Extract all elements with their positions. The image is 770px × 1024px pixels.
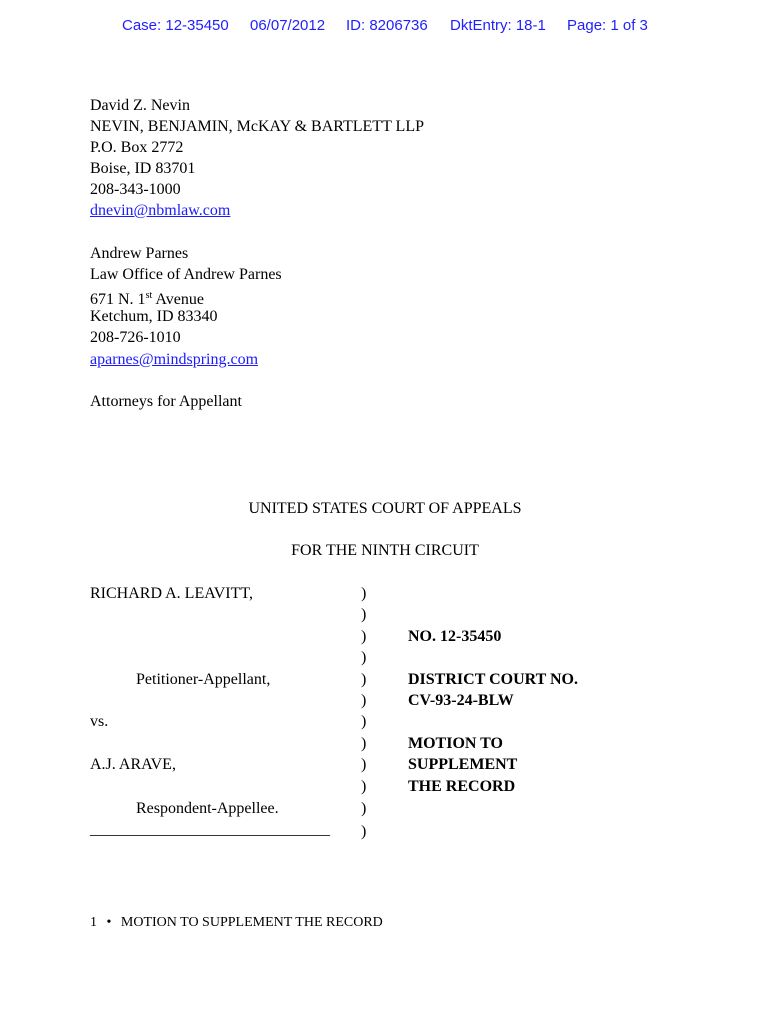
caption-paren: ) xyxy=(361,713,367,730)
attorney1-city: Boise, ID 83701 xyxy=(90,160,196,177)
attorney1-phone: 208-343-1000 xyxy=(90,181,181,198)
caption-paren: ) xyxy=(361,606,367,623)
caption-paren: ) xyxy=(361,692,367,709)
attorney2-email-link[interactable]: aparnes@mindspring.com xyxy=(90,351,259,368)
attorney2-city: Ketchum, ID 83340 xyxy=(90,308,218,325)
respondent-name: A.J. ARAVE, xyxy=(90,756,176,773)
court-name: UNITED STATES COURT OF APPEALS xyxy=(248,500,522,517)
petitioner-role: Petitioner-Appellant, xyxy=(136,671,271,688)
caption-paren: ) xyxy=(361,800,367,817)
petitioner-name: RICHARD A. LEAVITT, xyxy=(90,585,253,602)
document-title-line2: SUPPLEMENT xyxy=(408,756,518,773)
attorney2-street-suffix: Avenue xyxy=(152,291,204,308)
attorney2-name: Andrew Parnes xyxy=(90,245,189,262)
caption-paren: ) xyxy=(361,823,367,840)
district-court-label: DISTRICT COURT NO. xyxy=(408,671,578,688)
footer-bullet: • xyxy=(106,915,112,930)
attorney1-box: P.O. Box 2772 xyxy=(90,139,184,156)
respondent-role: Respondent-Appellee. xyxy=(136,800,279,817)
document-title-line3: THE RECORD xyxy=(408,778,516,795)
attorney2-street-prefix: 671 N. 1 xyxy=(90,291,146,308)
caption-paren: ) xyxy=(361,585,367,602)
attorney1-firm: NEVIN, BENJAMIN, McKAY & BARTLETT LLP xyxy=(90,118,424,135)
header-id: ID: 8206736 xyxy=(346,17,428,34)
attorney1-name: David Z. Nevin xyxy=(90,97,190,114)
attorney2-firm: Law Office of Andrew Parnes xyxy=(90,266,282,283)
caption-underline: ______________________________ xyxy=(90,821,330,838)
court-circuit: FOR THE NINTH CIRCUIT xyxy=(291,542,479,559)
caption-paren: ) xyxy=(361,756,367,773)
caption-paren: ) xyxy=(361,649,367,666)
caption-paren: ) xyxy=(361,778,367,795)
caption-paren: ) xyxy=(361,628,367,645)
document-title-line1: MOTION TO xyxy=(408,735,503,752)
header-date: 06/07/2012 xyxy=(250,17,326,34)
caption-paren: ) xyxy=(361,671,367,688)
caption-paren: ) xyxy=(361,735,367,752)
attorney2-phone: 208-726-1010 xyxy=(90,329,181,346)
footer-page-number: 1 xyxy=(90,915,97,930)
footer-title: MOTION TO SUPPLEMENT THE RECORD xyxy=(120,915,383,930)
attorney2-street-ordinal: st xyxy=(145,290,153,301)
header-docket-entry: DktEntry: 18-1 xyxy=(450,17,546,34)
versus: vs. xyxy=(90,713,109,730)
attorney1-email-link[interactable]: dnevin@nbmlaw.com xyxy=(90,202,231,219)
attorneys-for: Attorneys for Appellant xyxy=(90,393,242,410)
district-court-number: CV-93-24-BLW xyxy=(408,692,514,709)
page-footer xyxy=(90,912,383,933)
header-page: Page: 1 of 3 xyxy=(567,17,648,34)
header-case: Case: 12-35450 xyxy=(122,17,229,34)
case-number: NO. 12-35450 xyxy=(408,628,502,645)
